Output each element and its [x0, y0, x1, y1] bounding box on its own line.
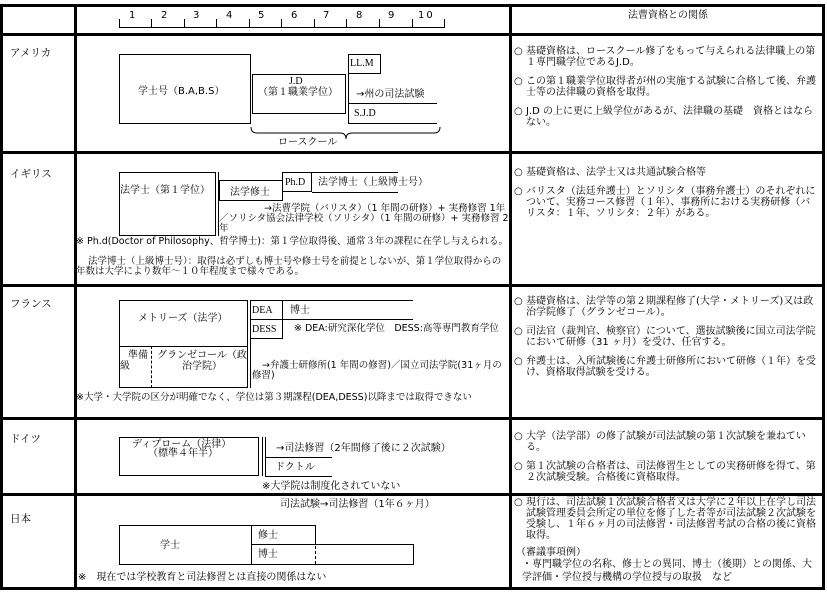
scale-tick	[379, 19, 380, 27]
table-border-right	[822, 4, 825, 590]
divider-line	[348, 103, 437, 104]
bullet-icon: ○	[514, 167, 523, 178]
scale-number: 6	[291, 10, 298, 21]
bullet-icon: ○	[514, 76, 523, 87]
bullet-icon: ○	[514, 106, 523, 117]
scale-number: 8	[356, 10, 363, 21]
double-line	[262, 437, 263, 476]
row-divider	[0, 151, 825, 154]
usa-llm-label: LL.M	[350, 58, 374, 69]
uk-phd-label: Ph.D	[285, 177, 306, 188]
bullet-icon: ○	[514, 461, 523, 472]
usa-notes	[514, 46, 820, 136]
note-item	[514, 296, 820, 318]
law-school-label: ロースクール	[278, 137, 338, 148]
uk-notes	[514, 167, 820, 227]
scale-number: 3	[193, 10, 200, 21]
germany-path-label: →司法修習（2年間修了後に２次試験）	[276, 443, 451, 454]
country-usa: アメリカ	[10, 47, 52, 59]
scale-number: 2	[161, 10, 168, 21]
note-text: 基礎資格は、法学等の第２期課程修了(大学・メトリーズ)又は政治学院修了（グランゼコール）。	[526, 296, 814, 318]
note-text: バリスタ（法廷弁護士）とソリシタ（事務弁護士）のそれぞれについて、実務コース修習（１年）、事務所における実務研修（バリスタ：１年、ソリシタ：２年）がある。	[526, 186, 816, 219]
note-text: 基礎資格は、ロースクール修了をもって与えられる法律職上の第１専門職学位であるJ.D。	[526, 46, 816, 68]
france-grande-ecole-label: グランゼコール（政治学院）	[157, 350, 247, 372]
france-path-label: →弁護士研修所(1 年間の修習)／国立司法学院(31ヶ月の修習)	[252, 360, 502, 381]
note-item	[514, 326, 820, 348]
note-item	[514, 461, 820, 483]
divider-line	[312, 172, 398, 173]
japan-notes	[514, 497, 820, 584]
note-text: J.D の上に更に上級学位があるが、法律職の基礎 資格とはならない。	[526, 106, 814, 128]
divider-line	[283, 319, 413, 320]
note-item	[514, 356, 820, 378]
row-divider	[0, 33, 825, 36]
uk-master-label: 法学修士	[230, 187, 270, 198]
usa-bachelor-label: 学士号（B.A,B.S）	[138, 86, 225, 97]
country-germany: ドイツ	[10, 433, 41, 445]
usa-jd-label: J.D	[289, 76, 303, 87]
note-text: この第１職業学位取得者が州の実施する試験に合格して後、弁護士等の法律職の資格を取得。	[526, 76, 816, 98]
scale-tick	[216, 19, 217, 27]
germany-footnote: ※大学院は制度化されていない	[262, 481, 401, 492]
column-divider	[74, 4, 77, 590]
japan-footnote: ※ 現在では学校教育と司法修習とは直接の関係はない	[78, 572, 327, 583]
japan-path-label: 司法試験→司法修習（1年６ヶ月）	[280, 499, 435, 510]
france-dess-note: ※ DEA:研究深化学位 DESS:高等専門教育学位	[294, 323, 499, 334]
bullet-icon: ○	[514, 326, 523, 337]
japan-master-label: 修士	[258, 530, 278, 541]
note-text: 基礎資格は、法学士又は共通試験合格等	[526, 167, 706, 178]
scale-tick	[412, 19, 413, 27]
uk-ld-label: 法学博士（上級博士号）	[318, 177, 428, 188]
bullet-icon: ○	[514, 46, 523, 57]
bullet-icon: ○	[514, 356, 523, 367]
france-prep-label: 準備級	[120, 350, 148, 372]
divider-line	[265, 476, 332, 477]
row-divider	[0, 417, 825, 420]
usa-sjd-label: S.J.D	[354, 108, 376, 119]
france-footnote: ※大学・大学院の区分が明確でなく、学位は第３期課程(DEA,DESS)以降までは取得できない	[76, 392, 472, 403]
bullet-icon: ○	[514, 497, 523, 508]
note-text: 現行は、司法試験１次試験合格者又は大学に２年以上在学し司法試験管理委員会所定の単位を修了した者等が司法試験２次試験を受験し、１年６ヶ月の司法修習・司法修習考試の合格の後に資格取得。	[526, 497, 816, 541]
scale-baseline	[119, 27, 445, 28]
country-france: フランス	[10, 298, 52, 310]
uk-footnote-ld: 法学博士（上級博士号）：取得は必ずしも博士号や修士号を前提としないが、第１学位取得からの年数は大学により数年～１０年程度まで様々である。	[76, 256, 502, 277]
row-divider	[0, 493, 825, 496]
relation-column-title: 法曹資格との関係	[628, 10, 708, 21]
japan-bachelor-label: 学士	[160, 540, 180, 551]
scale-tick	[444, 19, 445, 27]
scale-tick	[346, 19, 347, 27]
divider-line	[312, 192, 398, 193]
row-divider	[0, 284, 825, 287]
country-japan: 日本	[10, 513, 31, 525]
japan-bachelor-box	[119, 525, 252, 565]
france-notes	[514, 296, 820, 386]
note-item	[514, 167, 820, 178]
bullet-icon: ○	[514, 431, 523, 442]
usa-state-bar-label: →州の司法試験	[356, 89, 425, 100]
scale-number: 1	[129, 10, 136, 21]
uk-footnote-phd: ※ Ph.d(Doctor of Philosophy、哲学博士)：第１学位取得後、通常３年の課程に在学し与えられる。	[76, 236, 508, 247]
usa-jd-sublabel: （第１職業学位）	[258, 87, 338, 98]
scale-number: 9	[388, 10, 395, 21]
note-text: 第１次試験の合格者は、司法修習生としての実務研修を得て、第２次試験受験。合格後に資格取得。	[526, 461, 816, 483]
france-maitrise-label: メトリーズ（法学）	[138, 313, 228, 324]
scale-tick	[249, 19, 250, 27]
note-item	[514, 497, 820, 541]
scale-tick	[151, 19, 152, 27]
note-item	[514, 186, 820, 219]
scale-number: 10	[418, 10, 435, 21]
germany-diplom-label: ディプローム（法律）	[132, 439, 232, 450]
deliberation-item: ・専門職学位の名称、修士との異同、博士（後期）との関係、大学評価・学位授与機構の学位授与の取扱 など	[522, 559, 812, 583]
scale-number: 7	[323, 10, 330, 21]
scale-tick	[119, 19, 120, 27]
france-dea-label: DEA	[252, 305, 273, 316]
column-divider	[509, 4, 512, 590]
note-item	[514, 76, 820, 98]
scale-tick	[184, 19, 185, 27]
divider-line	[283, 300, 413, 301]
uk-path-label: →法曹学院（バリスタ）（1 年間の研修）+ 実務修習 1年／ソリシタ協会法律学校（ソリシタ）（1 年間の研修）+ 実務修習 2 年	[219, 203, 509, 234]
germany-diplom-sublabel: （標準４年半）	[148, 448, 218, 459]
japan-doctor-label: 博士	[258, 549, 278, 560]
table-border-left	[0, 4, 3, 590]
bullet-icon: ○	[514, 296, 523, 307]
germany-notes	[514, 431, 820, 491]
scale-number: 5	[258, 10, 265, 21]
france-doctor-label: 博士	[290, 305, 310, 316]
note-item	[514, 46, 820, 68]
note-item	[514, 431, 820, 453]
country-uk: イギリス	[10, 168, 52, 180]
germany-doktor-label: ドクトル	[275, 462, 315, 473]
divider-line	[119, 346, 248, 347]
divider-line	[265, 457, 332, 458]
france-dess-label: DESS	[252, 324, 277, 335]
table-border-top	[0, 4, 825, 7]
divider-line	[348, 123, 437, 124]
bullet-icon: ○	[514, 186, 523, 197]
note-item	[514, 106, 820, 128]
deliberation-title: （審議事項例）	[516, 547, 586, 558]
scale-number: 4	[226, 10, 233, 21]
jd-double-line	[348, 74, 349, 124]
uk-bachelor-label: 法学士（第１学位）	[120, 185, 210, 196]
scale-tick	[314, 19, 315, 27]
scale-tick	[281, 19, 282, 27]
table-border-bottom	[0, 587, 825, 590]
note-text: 司法官（裁判官、検察官）について、選抜試験後に国立司法学院において研修（31 ヶ月）を受け、任官する。	[526, 326, 816, 348]
note-text: 弁護士は、入所試験後に弁護士研修所において研修（１年）を受け、資格取得試験を受ける。	[526, 356, 816, 378]
dashed-divider	[315, 546, 316, 564]
uk-bachelor-box	[119, 172, 216, 236]
note-text: 大学（法学部）の修了試験が司法試験の第１次試験を兼ねている。	[526, 431, 806, 453]
